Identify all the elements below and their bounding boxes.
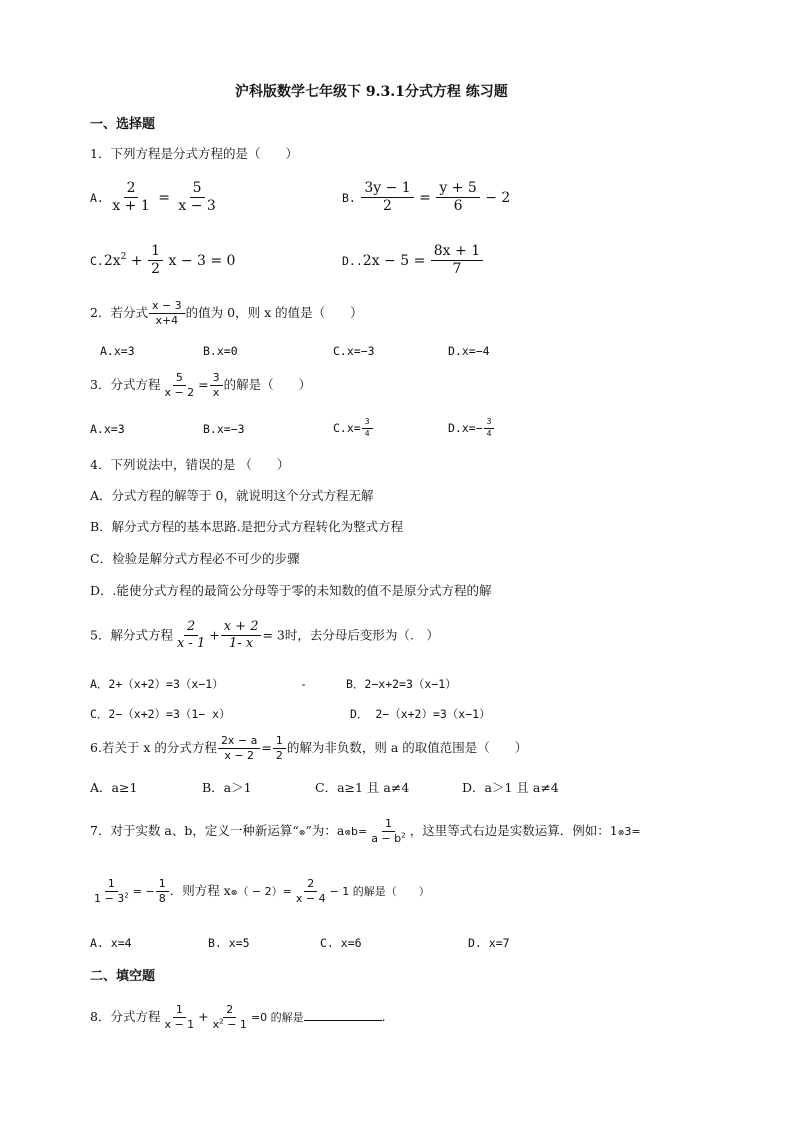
question-7-stem-line2: $\frac{1}{1 - 3^2}$ = − $\frac{1}{8}$ ．则方程 x⊗（ − 2）= $\frac{2}{x - 4}$ − 1 的解是（ ） <box>94 877 430 906</box>
q5-option-d: D． 2−（x+2）=3（x−1） <box>350 707 491 721</box>
q4-option-d: D．.能使分式方程的最简公分母等于零的未知数的值不是原分式方程的解 <box>90 583 492 598</box>
section-heading-choice: 一、选择题 <box>90 117 156 132</box>
section-heading-fill: 二、填空题 <box>90 969 156 984</box>
q5-option-c: C．2−（x+2）=3（1− x） <box>90 707 231 721</box>
q7-option-a: A. x=4 <box>90 936 132 950</box>
q7-option-d: D. x=7 <box>468 936 510 950</box>
q5-option-a: A．2+（x+2）=3（x−1） <box>90 677 224 691</box>
q2-option-c: C.x=−3 <box>333 344 375 358</box>
answer-blank[interactable] <box>304 1009 382 1021</box>
question-7-stem-line1: 7．对于实数 a、b，定义一种新运算“⊗”为：a⊗b= $\frac{1}{a - b^2}$ ，这里等式右边是实数运算．例如：1⊗3= <box>90 817 641 846</box>
q5-option-b: B．2−x+2=3（x−1） <box>346 677 457 691</box>
q6-option-b: B．a＞1 <box>202 780 252 795</box>
question-5-stem: 5．解分式方程 $\frac{2}{x - 1}$ + $\frac{x + 2}{1- x}$ = 3时，去分母后变形为（. ） <box>90 619 439 652</box>
page-title: 沪科版数学七年级下 9.3.1分式方程 练习题 <box>235 84 508 100</box>
q2-option-a: A.x=3 <box>100 344 135 358</box>
question-4-stem: 4．下列说法中，错误的是 （ ） <box>90 457 290 472</box>
question-1-stem: 1．下列方程是分式方程的是（ ） <box>90 146 298 161</box>
q4-option-a: A．分式方程的解等于 0，就说明这个分式方程无解 <box>90 488 374 503</box>
q3-option-a: A.x=3 <box>90 422 125 436</box>
q2-option-b: B.x=0 <box>203 344 238 358</box>
q7-option-c: C. x=6 <box>320 936 362 950</box>
q3-option-b: B.x=−3 <box>203 422 245 436</box>
q6-option-c: C．a≥1 且 a≠4 <box>315 780 410 795</box>
q4-option-c: C．检验是解分式方程必不可少的步骤 <box>90 551 300 566</box>
question-3-stem: 3．分式方程 $\frac{5}{x - 2}$ = $\frac{3}{x}$ 的解是（ ） <box>90 371 312 400</box>
q3-option-c: C.x= $\frac{3}{4}$ <box>333 418 374 439</box>
question-6-stem: 6.若关于 x 的分式方程 $\frac{2x - a}{x - 2}$ = $\frac{1}{2}$ 的解为非负数，则 a 的取值范围是（ ） <box>90 734 528 763</box>
q6-option-a: A．a≥1 <box>90 780 138 795</box>
q5-stray-mark: - <box>300 677 307 691</box>
q6-option-d: D．a＞1 且 a≠4 <box>462 780 559 795</box>
q7-option-b: B. x=5 <box>208 936 250 950</box>
q2-option-d: D.x=−4 <box>448 344 490 358</box>
question-2-stem: 2．若分式 $\frac{x - 3}{x+4}$ 的值为 0，则 x 的值是（ ） <box>90 299 363 328</box>
question-8-stem: 8．分式方程 $\frac{1}{x - 1}$ + $\frac{2}{x^2 - 1}$ =0 的解是 ． <box>90 1003 395 1032</box>
q1-option-d: D..2x − 5 = $\frac{8x + 1}{7}$ <box>342 244 484 278</box>
q3-option-d: D.x=− $\frac{3}{4}$ <box>448 418 495 439</box>
q1-option-b: B. $\frac{3y - 1}{2}$ = $\frac{y + 5}{6}$ − 2 <box>342 180 511 215</box>
q1-option-c: $C.2x^2$ + $\frac{1}{2}$ x − 3 = 0 <box>90 243 236 278</box>
q4-option-b: B．解分式方程的基本思路.是把分式方程转化为整式方程 <box>90 519 404 534</box>
q1-option-a: A. $\frac{2}{x + 1}$ = $\frac{5}{x - 3}$ <box>90 180 216 215</box>
